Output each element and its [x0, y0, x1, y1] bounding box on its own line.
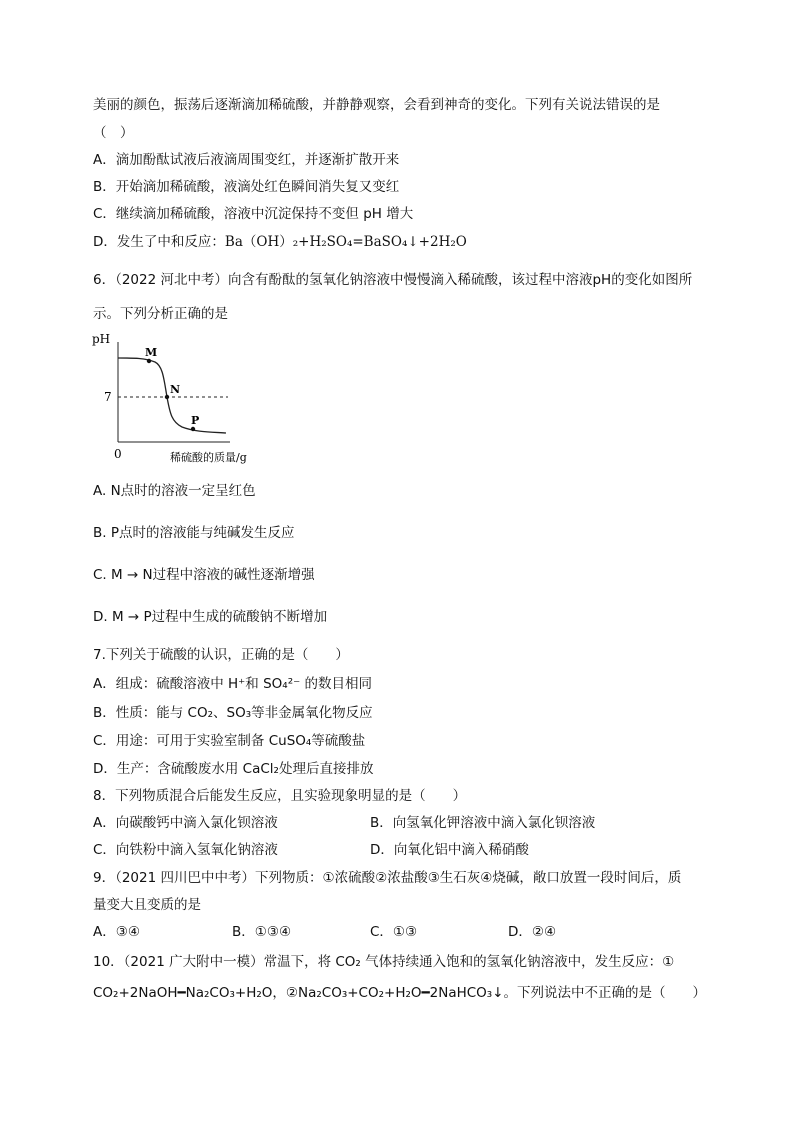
q6-option-d: D. M → P过程中生成的硫酸钠不断增加 [93, 609, 328, 625]
q6-option-c: C. M → N过程中溶液的碱性逐渐增强 [93, 567, 315, 583]
point-n-label: N [170, 383, 181, 396]
q7-option-a: A．组成：硫酸溶液中 H⁺和 SO₄²⁻ 的数目相同 [93, 676, 373, 692]
q9-option-c: C．①③ [370, 924, 418, 940]
y-tick-7: 7 [104, 390, 112, 404]
q8-option-b: B．向氢氧化钾溶液中滴入氯化钡溶液 [370, 815, 596, 831]
q6-option-b: B. P点时的溶液能与纯碱发生反应 [93, 525, 295, 541]
q5-option-a: A．滴加酚酞试液后液滴周围变红，并逐渐扩散开来 [93, 152, 400, 168]
q5-stem: 美丽的颜色，振荡后逐渐滴加稀硫酸，并静静观察，会看到神奇的变化。下列有关说法错误的是 [93, 97, 660, 113]
q9-option-a: A．③④ [93, 924, 140, 940]
origin-label: 0 [114, 447, 122, 461]
point-m-label: M [145, 346, 158, 359]
q7-option-c: C．用途：可用于实验室制备 CuSO₄等硫酸盐 [93, 733, 366, 749]
q5-option-b: B．开始滴加稀硫酸，液滴处红色瞬间消失复又变红 [93, 179, 400, 195]
q6-option-a: A. N点时的溶液一定呈红色 [93, 483, 256, 499]
point-m [147, 359, 151, 363]
point-p [191, 427, 195, 431]
point-p-label: P [191, 414, 200, 427]
q8-option-d: D．向氧化铝中滴入稀硝酸 [370, 842, 529, 858]
q5-option-d-prefix: D．发生了中和反应： [93, 234, 225, 250]
q6-stem-line1: 6．（2022 河北中考）向含有酚酞的氢氧化钠溶液中慢慢滴入稀硫酸，该过程中溶液pH的变化如图所 [93, 272, 693, 288]
x-axis-label: 稀硫酸的质量/g [170, 451, 247, 464]
q9-option-b: B．①③④ [232, 924, 292, 940]
point-n [165, 395, 169, 399]
q9-option-d: D．②④ [508, 924, 557, 940]
q7-stem: 7.下列关于硫酸的认识，正确的是（ ） [93, 647, 349, 663]
q6-stem-line2: 示。下列分析正确的是 [93, 306, 228, 322]
q8-option-c: C．向铁粉中滴入氢氧化钠溶液 [93, 842, 278, 858]
q9-stem-line2: 量变大且变质的是 [93, 897, 201, 913]
q7-option-d: D．生产：含硫酸废水用 CaCl₂处理后直接排放 [93, 761, 374, 777]
q5-option-d [93, 233, 467, 251]
q8-stem: 8．下列物质混合后能发生反应，且实验现象明显的是（ ） [93, 788, 467, 804]
ph-curve-chart [90, 330, 270, 465]
q9-stem-line1: 9．（2021 四川巴中中考）下列物质：①浓硫酸②浓盐酸③生石灰④烧碱，敞口放置一段时间后，质 [93, 870, 682, 886]
q10-stem-line2: CO₂+2NaOH━Na₂CO₃+H₂O，②Na₂CO₃+CO₂+H₂O━2NaHCO₃↓。下列说法中不正确的是（ ） [93, 985, 707, 1001]
q7-option-b: B．性质：能与 CO₂、SO₃等非金属氧化物反应 [93, 705, 373, 721]
q5-bracket: （ ） [93, 125, 134, 141]
q5-option-c: C．继续滴加稀硫酸，溶液中沉淀保持不变但 pH 增大 [93, 206, 414, 222]
q8-option-a: A．向碳酸钙中滴入氯化钡溶液 [93, 815, 278, 831]
y-axis-label: pH [92, 332, 111, 346]
q10-stem-line1: 10．（2021 广大附中一模）常温下，将 CO₂ 气体持续通入饱和的氢氧化钠溶液中，发生反应：① [93, 954, 675, 970]
q5-option-d-equation: Ba（OH）₂+H₂SO₄=BaSO₄↓+2H₂O [224, 234, 467, 250]
